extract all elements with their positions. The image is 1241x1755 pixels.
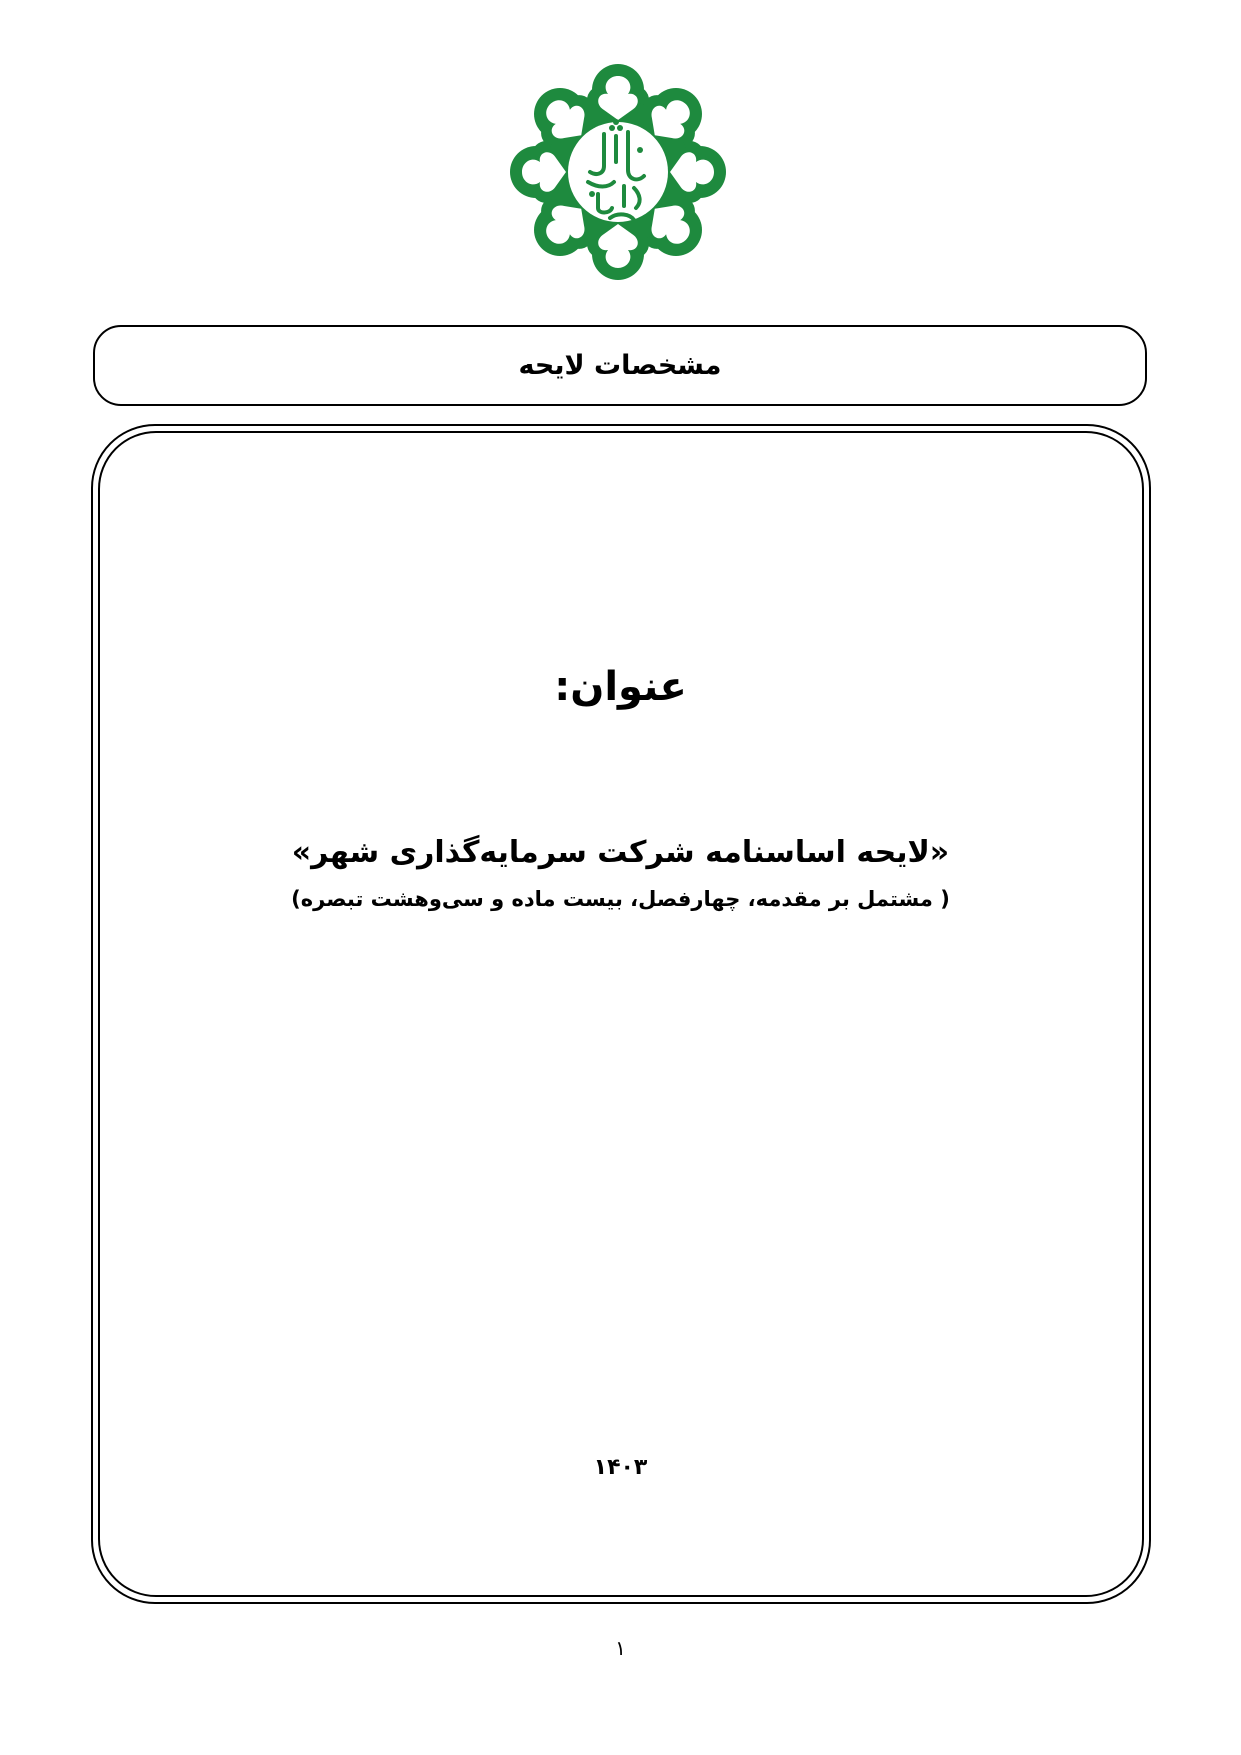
header-title: مشخصات لایحه bbox=[518, 350, 722, 381]
content-frame-inner-border bbox=[98, 431, 1144, 1597]
document-title: «لایحه اساسنامه شرکت سرمایه‌گذاری شهر» bbox=[291, 835, 950, 870]
content-frame bbox=[91, 424, 1151, 1604]
municipality-logo bbox=[500, 52, 736, 292]
header-box bbox=[93, 325, 1147, 406]
title-label: عنوان: bbox=[554, 664, 687, 710]
document-subtitle: ( مشتمل بر مقدمه، چهارفصل، بیست ماده و سی‌وهشت تبصره) bbox=[291, 887, 950, 911]
document-year: ۱۴۰۳ bbox=[593, 1455, 648, 1480]
page-number: ۱ bbox=[615, 1636, 626, 1660]
tehran-municipality-emblem-icon bbox=[500, 52, 736, 292]
